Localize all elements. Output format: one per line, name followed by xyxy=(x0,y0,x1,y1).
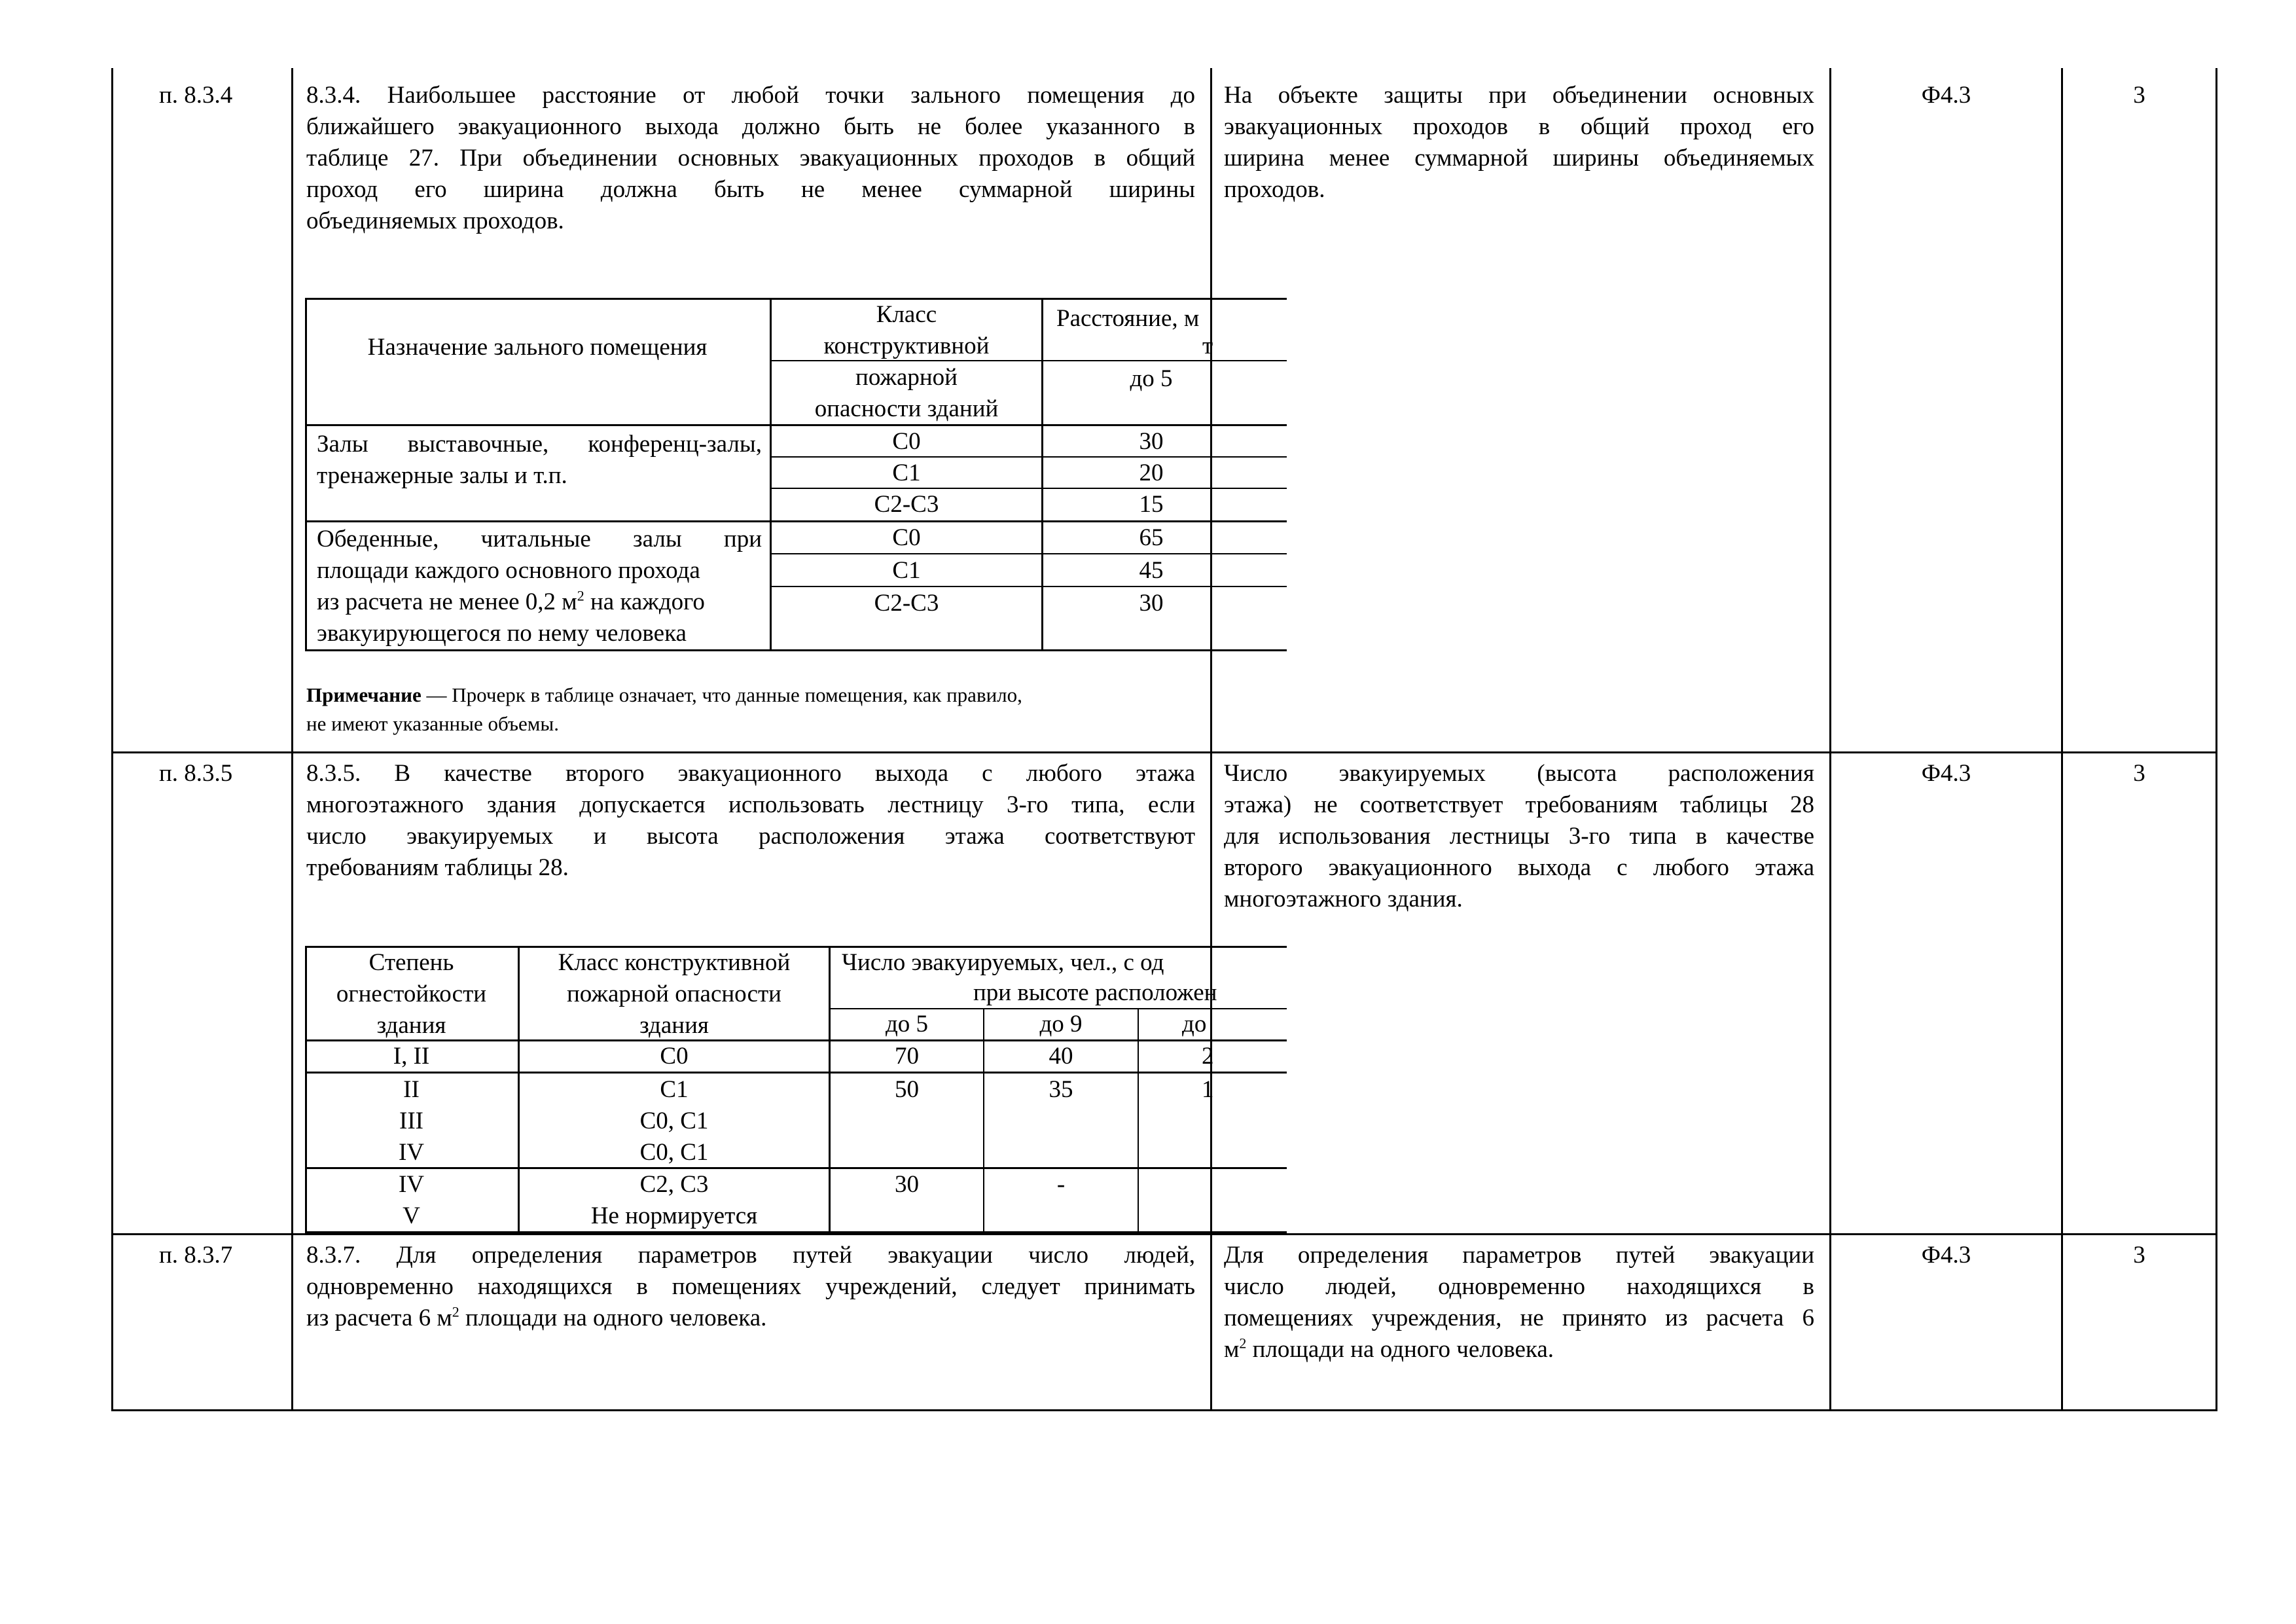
cell-value-cut: 1 xyxy=(1202,1076,1214,1103)
score-cell: 3 xyxy=(2133,760,2145,787)
cell-degree: V xyxy=(403,1202,420,1229)
text-line: второго эвакуационного выхода с любого этажа xyxy=(1224,854,1814,881)
cell-degree: III xyxy=(399,1108,423,1134)
text-line: многоэтажного здания. xyxy=(1224,886,1463,912)
group-label-line: из расчета не менее 0,2 $м^2$ на каждого xyxy=(317,587,705,615)
cell-class: С0, С1 xyxy=(639,1108,709,1134)
text-line: одновременно находящихся в помещениях учреждений, следует принимать xyxy=(306,1273,1195,1300)
score-cell: 3 xyxy=(2133,1242,2145,1269)
text-line: 8.3.7. Для определения параметров путей эвакуации число людей, xyxy=(306,1242,1195,1269)
group-label-line: эвакуирующегося по нему человека xyxy=(317,620,687,647)
table-right-border xyxy=(2215,68,2217,1411)
cell-value: 40 xyxy=(1049,1043,1073,1070)
text-line: объединяемых проходов. xyxy=(306,208,564,234)
header-purpose: Назначение зального помещения xyxy=(367,334,708,361)
text-line: 8.3.4. Наибольшее расстояние от любой точки зального помещения до xyxy=(306,82,1195,109)
header-upto5: до 5 xyxy=(1130,365,1173,392)
cell-value: 45 xyxy=(1139,557,1164,584)
header-degree-line: здания xyxy=(376,1012,446,1039)
cell-class: С1 xyxy=(892,557,921,584)
cell-degree: IV xyxy=(398,1171,425,1198)
cell-class: Не нормируется xyxy=(590,1202,758,1229)
cell-value: 30 xyxy=(1139,590,1164,617)
text-line: проход его ширина должна быть не менее суммарной ширины xyxy=(306,176,1195,203)
cell-value: 20 xyxy=(1139,460,1164,486)
text-line: ширина менее суммарной ширины объединяемых xyxy=(1224,145,1814,171)
header-degree: Степень xyxy=(368,949,454,976)
header-class: Класс конструктивной xyxy=(558,949,791,976)
cell-value: 30 xyxy=(1139,428,1164,455)
text-line: этажа) не соответствует требованиям таблицы 28 xyxy=(1224,791,1814,818)
note-text: — Прочерк в таблице означает, что данные помещения, как правило, xyxy=(421,683,1022,706)
cell-value: - xyxy=(1056,1171,1066,1198)
text-line: проходов. xyxy=(1224,176,1325,203)
text-line: число эвакуируемых и высота расположения этажа соответствуют xyxy=(306,823,1195,850)
cell-degree: II xyxy=(403,1076,420,1103)
header-upto-cut: до xyxy=(1182,1011,1207,1038)
text-line: Для определения параметров путей эвакуации xyxy=(1224,1242,1814,1269)
cell-value-cut: 2 xyxy=(1202,1043,1214,1070)
class-cell: Ф4.3 xyxy=(1921,82,1971,109)
text-line: из расчета 6 $м^2$ площади на одного человека. xyxy=(306,1303,767,1331)
cell-class: С1 xyxy=(660,1076,689,1103)
table-27 xyxy=(305,298,1213,651)
cell-class: С2, С3 xyxy=(639,1171,709,1198)
table-left-border xyxy=(111,68,113,1411)
cell-class: С2-С3 xyxy=(874,590,939,617)
cell-degree: IV xyxy=(398,1139,425,1166)
text-line: таблице 27. При объединении основных эвакуационных проходов в общий xyxy=(306,145,1195,171)
group-label: Залы выставочные, конференц-залы, xyxy=(317,431,762,458)
header-evacuees: Число эвакуируемых, чел., с од xyxy=(842,949,1164,976)
cell-class: С1 xyxy=(892,460,921,486)
header-upto9: до 9 xyxy=(1039,1011,1083,1038)
group-label-line: площади каждого основного прохода xyxy=(317,557,700,584)
cell-value: 65 xyxy=(1139,524,1164,551)
text-line: требованиям таблицы 28. xyxy=(306,854,569,881)
table-bottom-border xyxy=(111,1409,2217,1411)
header-distance-cut: т xyxy=(1202,333,1213,359)
cell-class: С2-С3 xyxy=(874,491,939,518)
score-cell: 3 xyxy=(2133,82,2145,109)
cell-degree: I, II xyxy=(393,1043,430,1070)
col-divider xyxy=(291,68,293,1411)
cell-value: 35 xyxy=(1049,1076,1073,1103)
header-upto5: до 5 xyxy=(885,1011,929,1038)
group-label-line: тренажерные залы и т.п. xyxy=(317,462,567,489)
cell-value: 30 xyxy=(895,1171,919,1198)
row-ref: п. 8.3.4 xyxy=(159,82,233,109)
table-28 xyxy=(305,946,1217,1234)
text-line: $м^2$ площади на одного человека. xyxy=(1224,1335,1554,1363)
header-evacuees-line: при высоте расположен xyxy=(973,979,1217,1006)
header-class-line: опасности зданий xyxy=(814,395,999,422)
header-class: Класс xyxy=(876,301,937,328)
text-line: для использования лестницы 3-го типа в качестве xyxy=(1224,823,1814,850)
text-line: ближайшего эвакуационного выхода должно быть не более указанного в xyxy=(306,113,1195,140)
cell-value: 50 xyxy=(895,1076,919,1103)
group-label: Обеденные, читальные залы при xyxy=(317,526,762,552)
header-distance: Расстояние, м xyxy=(1056,305,1200,332)
text-line: На объекте защиты при объединении основных xyxy=(1224,82,1814,109)
row-ref: п. 8.3.5 xyxy=(159,760,233,787)
header-class-line: конструктивной xyxy=(823,333,990,359)
col-divider xyxy=(1829,68,1831,1411)
note-label: Примечание xyxy=(306,683,422,706)
header-class-line: пожарной xyxy=(855,364,958,391)
text-line: эвакуационных проходов в общий проход его xyxy=(1224,113,1814,140)
table-note xyxy=(306,681,1195,710)
cell-value: 70 xyxy=(895,1043,919,1070)
cell-class: С0 xyxy=(892,428,921,455)
text-line: Число эвакуируемых (высота расположения xyxy=(1224,760,1814,787)
header-degree-line: огнестойкости xyxy=(336,981,487,1007)
cell-class: С0 xyxy=(892,524,921,551)
cell-class: С0, С1 xyxy=(639,1139,709,1166)
row-divider xyxy=(111,751,2217,753)
text-line: помещениях учреждения, не принято из расчета 6 xyxy=(1224,1305,1814,1331)
class-cell: Ф4.3 xyxy=(1921,1242,1971,1269)
col-divider xyxy=(1210,68,1212,1411)
text-line: 8.3.5. В качестве второго эвакуационного выхода с любого этажа xyxy=(306,760,1195,787)
col-divider xyxy=(2061,68,2063,1411)
class-cell: Ф4.3 xyxy=(1921,760,1971,787)
cell-value: 15 xyxy=(1139,491,1164,518)
text-line: многоэтажного здания допускается использовать лестницу 3-го типа, если xyxy=(306,791,1195,818)
header-class-line: пожарной опасности xyxy=(567,981,781,1007)
header-class-line: здания xyxy=(639,1012,709,1039)
cell-class: С0 xyxy=(660,1043,689,1070)
text-line: число людей, одновременно находящихся в xyxy=(1224,1273,1814,1300)
table-note-line2: не имеют указанные объемы. xyxy=(306,712,559,735)
row-ref: п. 8.3.7 xyxy=(159,1242,233,1269)
